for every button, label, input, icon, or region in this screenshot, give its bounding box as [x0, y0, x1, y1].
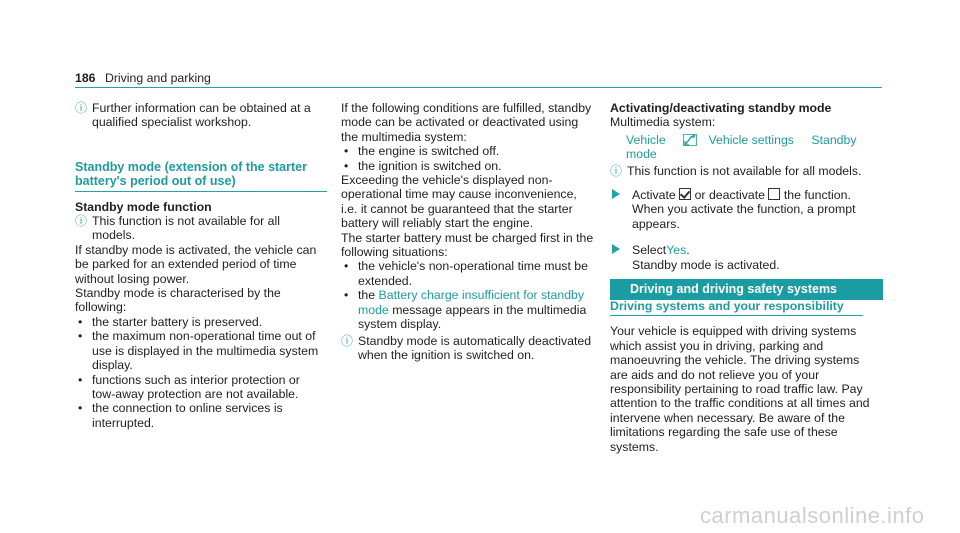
step-arrow-icon [612, 244, 620, 254]
yes-option: Yes [666, 243, 687, 258]
system-label: Multimedia system: [610, 115, 716, 130]
menu-vehicle: Vehicle [626, 132, 666, 147]
step-arrow-icon [612, 189, 620, 199]
paragraph: Standby mode is characterised by the following: [75, 286, 281, 315]
column-3 [610, 101, 872, 272]
column-1 [75, 101, 325, 430]
paragraph: Exceeding the vehicle's displayed non-operational time may cause inconvenience, i.e. it cannot be guaranteed that the starter battery will reliably start the engine. [341, 173, 577, 231]
list-item: • the engine is switched off. [341, 144, 595, 158]
paragraph: Your vehicle is equipped with driving systems which assist you in driving, parking and manoeuvring the vehicle. The driving systems are aids and do not relieve you of your responsibility pertaining to road traffic law. Pay attention to the traffic conditions at all times and intervene when necessary. Be aware of the limitations regarding the safe use of these systems. [610, 324, 870, 454]
paragraph: If the following conditions are fulfilled, standby mode can be activated or deactivated using the multimedia system: [341, 101, 592, 144]
list-item: • the ignition is switched on. [341, 159, 595, 173]
chapter-heading-bar: Driving and driving safety systems [610, 279, 883, 300]
section-heading: Standby mode (extension of the starter battery's period out of use) [75, 159, 307, 189]
list-item: • the starter battery is preserved. [75, 315, 325, 329]
availability-note: ⓘ This function is not available for all models. [75, 214, 280, 243]
page-header [75, 71, 211, 85]
situations-list [341, 259, 595, 331]
responsibility-section [610, 299, 872, 454]
list-item: • the connection to online services is interrupted. [75, 401, 325, 430]
info-icon: ⓘ [75, 101, 88, 115]
section-rule [75, 191, 327, 192]
info-icon: ⓘ [341, 333, 354, 348]
list-item: • the maximum non-operational time out of use is displayed in the multimedia system display. [75, 329, 325, 372]
availability-note: ⓘ This function is not available for all models. [610, 163, 862, 178]
page-number: 186 [75, 71, 96, 85]
header-rule [75, 87, 882, 88]
info-icon: ⓘ [75, 214, 88, 229]
step-1: Activate or deactivate the function. When you activate the function, a prompt appears. [610, 188, 872, 231]
column-2 [341, 101, 595, 362]
conditions-list [341, 144, 595, 173]
info-note: ⓘ Further information can be obtained at a qualified specialist workshop. [75, 101, 311, 130]
empty-box-icon [768, 188, 780, 200]
menu-path [610, 133, 872, 162]
subsection-heading: Driving systems and your responsibility [610, 299, 844, 313]
message-link: Battery charge insufficient for standby mode [358, 288, 585, 317]
feature-list [75, 315, 325, 430]
sub-heading: Standby mode function [75, 199, 212, 214]
list-item: • the Battery charge insufficient for standby mode message appears in the multimedia system display. [341, 288, 595, 331]
step-2: SelectYes. Standby mode is activated. [610, 243, 872, 272]
list-item: • the vehicle's non-operational time must be extended. [341, 259, 595, 288]
auto-note: ⓘ Standby mode is automatically deactivated when the ignition is switched on. [341, 333, 592, 362]
procedure-heading: Activating/deactivating standby mode [610, 101, 832, 115]
paragraph: The starter battery must be charged first in the following situations: [341, 230, 594, 260]
paragraph: If standby mode is activated, the vehicle can be parked for an extended period of time without losing power. [75, 242, 317, 286]
subsection-rule [610, 315, 863, 316]
list-item: • functions such as interior protection or tow-away protection are not available. [75, 373, 325, 402]
info-icon: ⓘ [610, 163, 623, 178]
section-title: Driving and parking [104, 71, 211, 85]
car-settings-icon [683, 133, 700, 147]
watermark-text: carmanualsonline.info [700, 503, 925, 528]
menu-vehicle-settings: Vehicle settings [708, 132, 794, 147]
menu-standby-mode: Standby mode [626, 132, 857, 162]
checked-box-icon [679, 188, 691, 200]
